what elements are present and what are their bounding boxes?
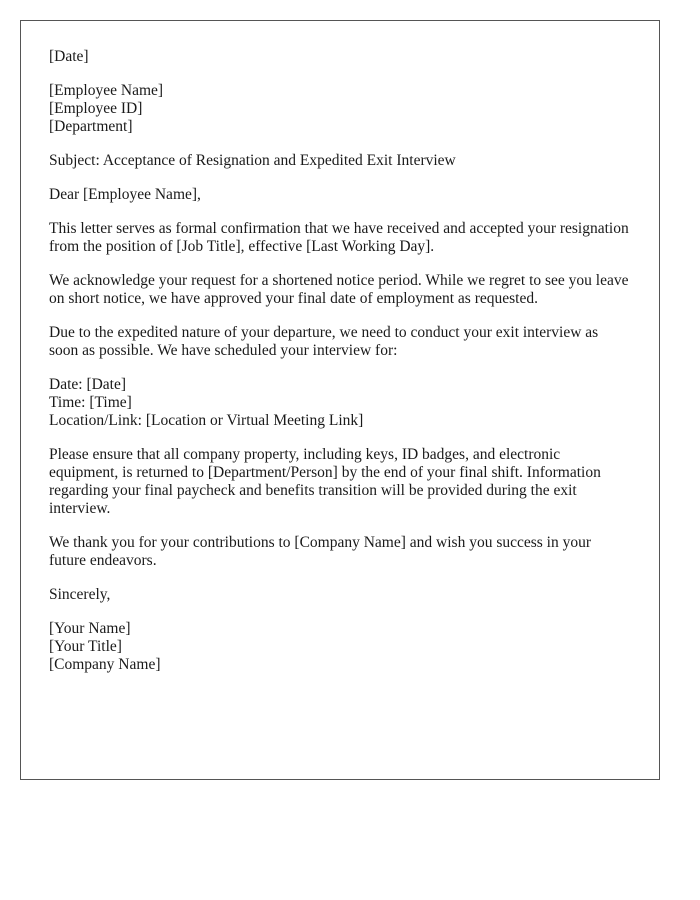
signature-name: [Your Name] — [49, 620, 131, 637]
recipient-id: [Employee ID] — [49, 100, 143, 117]
letter-body — [49, 48, 629, 690]
interview-time: Time: [Time] — [49, 394, 132, 411]
recipient-department: [Department] — [49, 118, 133, 135]
letter-subject: Subject: Acceptance of Resignation and Expedited Exit Interview — [49, 152, 456, 169]
recipient-name: [Employee Name] — [49, 82, 164, 99]
recipient-block — [49, 82, 629, 136]
letter-date: [Date] — [49, 48, 89, 65]
paragraph-notice-period: We acknowledge your request for a shortened notice period. While we regret to see you leave on short notice, we have approved your final date of employment as requested. — [49, 272, 629, 307]
letter-page — [20, 20, 660, 780]
signature-block — [49, 620, 629, 674]
signature-company: [Company Name] — [49, 656, 161, 673]
paragraph-exit-interview: Due to the expedited nature of your departure, we need to conduct your exit interview as soon as possible. We have scheduled your interview for: — [49, 324, 599, 359]
interview-location: Location/Link: [Location or Virtual Meeting Link] — [49, 412, 364, 429]
letter-closing: Sincerely, — [49, 586, 111, 603]
signature-title: [Your Title] — [49, 638, 122, 655]
salutation-block — [49, 186, 629, 204]
date-block — [49, 48, 629, 66]
paragraph-thanks: We thank you for your contributions to [Company Name] and wish you success in your future endeavors. — [49, 534, 592, 569]
subject-block — [49, 152, 629, 170]
letter-salutation: Dear [Employee Name], — [49, 186, 201, 203]
interview-date: Date: [Date] — [49, 376, 127, 393]
paragraph-company-property: Please ensure that all company property, including keys, ID badges, and electronic equipment, is returned to [Department/Person] by the end of your final shift. Information regarding your final paycheck and benefits transition will be provided during the exit interview. — [49, 446, 601, 517]
closing-block — [49, 586, 629, 604]
paragraph-confirmation: This letter serves as formal confirmation that we have received and accepted your resignation from the position of [Job Title], effective [Last Working Day]. — [49, 220, 629, 255]
interview-details — [49, 376, 629, 430]
